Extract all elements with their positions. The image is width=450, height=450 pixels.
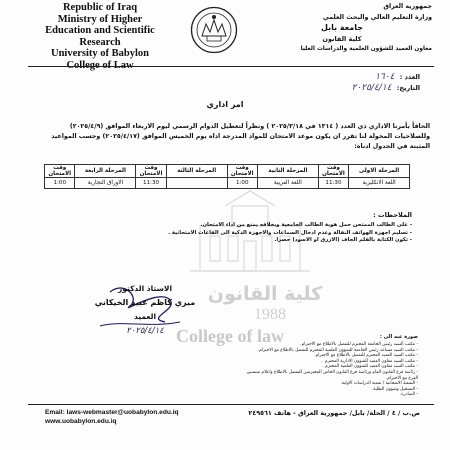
signature-title: الاستاذ الدكتور [117,284,173,293]
footer-address: ص.ب / ٤ / الحلة/ بابل/ جمهورية العراق - هاتف ٢٤٩٥٦١ [248,409,420,417]
list-item: - مكتب السيد مساعد رئيس الجامعة للشؤون العلمية المحترم للتفضل بالاطلاع مع الاحترام. [257,347,418,353]
table-header-cell: وقت الامتحان [45,165,75,178]
list-item: - تسليم اجهزة الهواتف النقالة وعدم ادخال السماعات والاجهزة الذكية الى القاعات الامتحانية . [168,229,412,236]
watermark-arabic: كلية القانون [207,283,323,305]
reference-number [352,72,420,83]
table-header-cell: المرحلة الاولى [349,165,410,178]
reference-date-label: التاريخ: [396,84,420,92]
list-item: - الصادرة. [399,392,418,398]
body-paragraph: الحاقاً بأمرنا الاداري ذي العدد ( ١٣١٤ في ٢٠٢٥/٣/١٨ ) ونظراً لتعطيل الدوام الرسمي ليوم الاربعاء الموافق (٢٠٢٥/٤/٩) وللصلاحيات المخولة لنا تقرر ان يكون موعد الامتحان للمواد المدرجة اداه يوم الخميس الموافق (٢٠٢٥/٤/١٧) وحسب المواعيد المثبتة في الجدول ادناه: [51,123,430,150]
header-en-line: University of Babylon [50,48,149,59]
list-item: - الشعبة الامتحانية / شعبة الدراسات الاولية. [340,381,418,387]
table-cell: الاوراق التجارية [75,178,136,189]
signature-role: العميد [133,312,157,321]
watermark-year: 1988 [254,306,286,323]
header-en-line: Ministry of Higher [57,13,143,25]
table-cell: اللغة الانكليزية [349,178,410,189]
list-item: - مكتب السيد رئيس الجامعة المحترم للتفضل بالاطلاع مع الاحترام. [300,342,418,347]
table-cell: 1:00 [45,178,75,189]
footer-website[interactable]: www.uobabylon.edu.iq [45,418,117,425]
signature-date: ٢٠٢٥/٤/١٤ [126,326,164,336]
header-ar-line: معاون العميد للشؤون العلمية والدراسات العليا [300,46,432,52]
table-header-cell: المرحلة الثالثة [166,165,227,178]
header-divider [28,66,434,67]
reference-block [352,72,420,94]
reference-number-label: العدد : [399,73,420,81]
header-ar-line: جامعة بابل [320,23,364,32]
list-item: - تكون الكتابة بالقلم الجاف (الازرق او الاسود) حصرا. [274,237,412,243]
list-item: - مكتب السيد معاون العميد للشؤون العلمية المحترم . [322,364,418,370]
table-header-cell: المرحلة الثانية [257,165,318,178]
header-en-line: Republic of Iraq [62,2,138,13]
header-en-line: Education and Scientific [45,25,155,36]
header-arabic [282,2,432,55]
table-cell: 11:30 [318,178,348,189]
list-item: - رئاسة فرع القانون العام ورئاسة فرع القانون الخاص المحترمين للتفضل بالاطلاع واعلام منتسبي الفرع مع الاحترام. [246,369,418,381]
table-header-cell: وقت الامتحان [227,165,257,178]
header-ar-line: كلية القانون [322,34,362,43]
footer-divider [28,404,434,405]
cc-list [243,342,418,398]
notes-list [162,222,412,245]
reference-date [352,83,420,94]
header-ar-line: وزارة التعليم العالي والبحث العلمي [322,13,432,21]
list-item: - مكتب السيد معاون العميد للشؤون الادارية المحترم . [322,358,418,364]
table-header-cell: المرحلة الرابعة [75,165,136,178]
table-header-row [45,165,410,178]
footer-email[interactable]: Email: laws-webmaster@uobabylon.edu.iq [45,409,179,416]
header-en-line: College of Law [66,59,134,71]
list-item: - التسجيل وشؤون الطلبة. [371,386,418,392]
reference-number-value: ١٦٠٤ [375,72,395,82]
header-en-line: Research [79,36,121,48]
header-ar-line: جمهورية العراق [383,3,432,10]
document-title: امر اداري [206,100,244,109]
reference-date-value: ٢٠٢٥/٤/١٤ [351,83,392,93]
header-english [30,2,170,71]
signature-name: ميري كاظم عبيد الخيكاني [94,298,196,307]
notes-title: الملاحظات : [373,211,412,219]
table-header-cell: وقت الامتحان [318,165,348,178]
table-cell: 1:00 [227,178,257,189]
table-cell: اللغة العربية [257,178,318,189]
cc-title: صورة عنه الى : [379,334,418,340]
list-item: - على الطالب الممتحن حمل هوية الطالب الجامعية وبخلافه يمنع من اداء الامتحان. [200,222,412,228]
table-header-cell: وقت الامتحان [136,165,166,178]
university-seal-icon [190,6,238,54]
table-cell: 11:30 [136,178,166,189]
signature-block [70,282,220,338]
list-item: - مكتب السيد العميد المحترم للتفضل بالاطلاع مع الاحترام. [314,353,418,359]
watermark-english: College of law [176,326,284,346]
